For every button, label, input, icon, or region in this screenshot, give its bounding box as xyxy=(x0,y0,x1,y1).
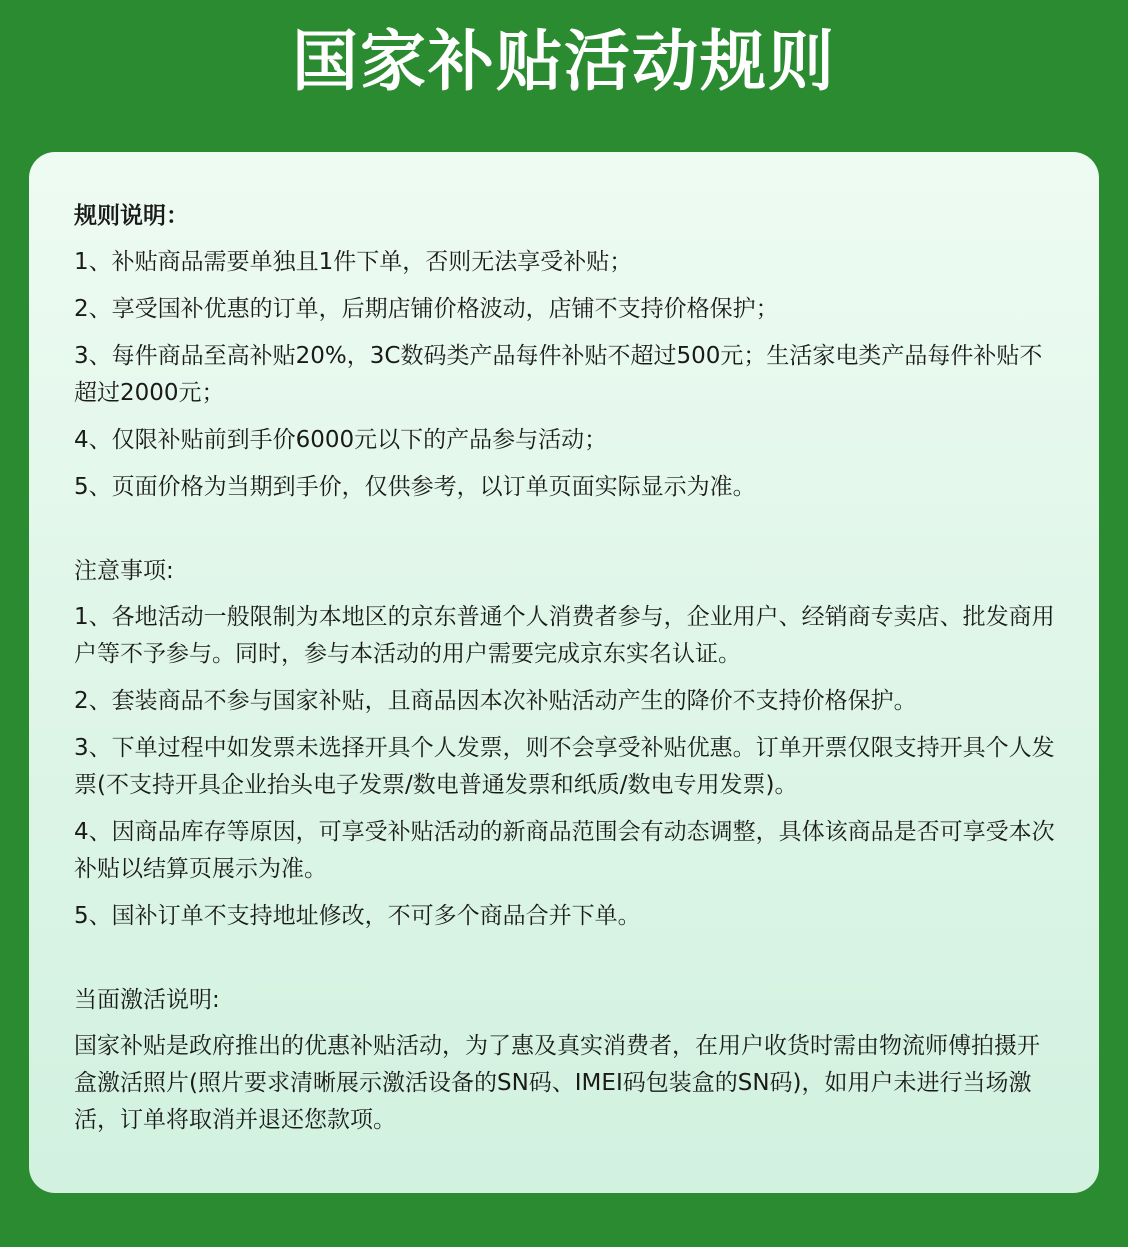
note-item-2: 2、套装商品不参与国家补贴，且商品因本次补贴活动产生的降价不支持价格保护。 xyxy=(74,688,917,714)
notes-section xyxy=(74,553,1059,935)
rules-card xyxy=(29,152,1099,1193)
activation-section xyxy=(74,982,1059,1139)
note-item-5: 5、国补订单不支持地址修改，不可多个商品合并下单。 xyxy=(74,903,641,929)
rule-item-5: 5、页面价格为当期到手价，仅供参考，以订单页面实际显示为准。 xyxy=(74,474,756,500)
rules-section xyxy=(74,198,1059,506)
note-item-4: 4、因商品库存等原因，可享受补贴活动的新商品范围会有动态调整，具体该商品是否可享受本次补贴以结算页展示为准。 xyxy=(74,819,1055,882)
rule-item-1: 1、补贴商品需要单独且1件下单，否则无法享受补贴； xyxy=(74,249,633,275)
note-item-1: 1、各地活动一般限制为本地区的京东普通个人消费者参与，企业用户、经销商专卖店、批发商用户等不予参与。同时，参与本活动的用户需要完成京东实名认证。 xyxy=(74,604,1055,667)
activation-text: 国家补贴是政府推出的优惠补贴活动，为了惠及真实消费者，在用户收货时需由物流师傅拍摄开盒激活照片(照片要求清晰展示激活设备的SN码、IMEI码包装盒的SN码)，如用户未进行当场激活，订单将取消并退还您款项。 xyxy=(74,1033,1040,1133)
rule-item-3: 3、每件商品至高补贴20%，3C数码类产品每件补贴不超过500元；生活家电类产品每件补贴不超过2000元； xyxy=(74,343,1043,406)
rule-item-4: 4、仅限补贴前到手价6000元以下的产品参与活动； xyxy=(74,427,608,453)
rules-heading: 规则说明： xyxy=(74,203,189,229)
rule-item-2: 2、享受国补优惠的订单，后期店铺价格波动，店铺不支持价格保护； xyxy=(74,296,779,322)
page-title: 国家补贴活动规则 xyxy=(292,23,836,100)
activation-heading: 当面激活说明: xyxy=(74,987,220,1013)
note-item-3: 3、下单过程中如发票未选择开具个人发票，则不会享受补贴优惠。订单开票仅限支持开具个人发票(不支持开具企业抬头电子发票/数电普通发票和纸质/数电专用发票)。 xyxy=(74,735,1055,798)
notes-heading: 注意事项: xyxy=(74,558,174,584)
